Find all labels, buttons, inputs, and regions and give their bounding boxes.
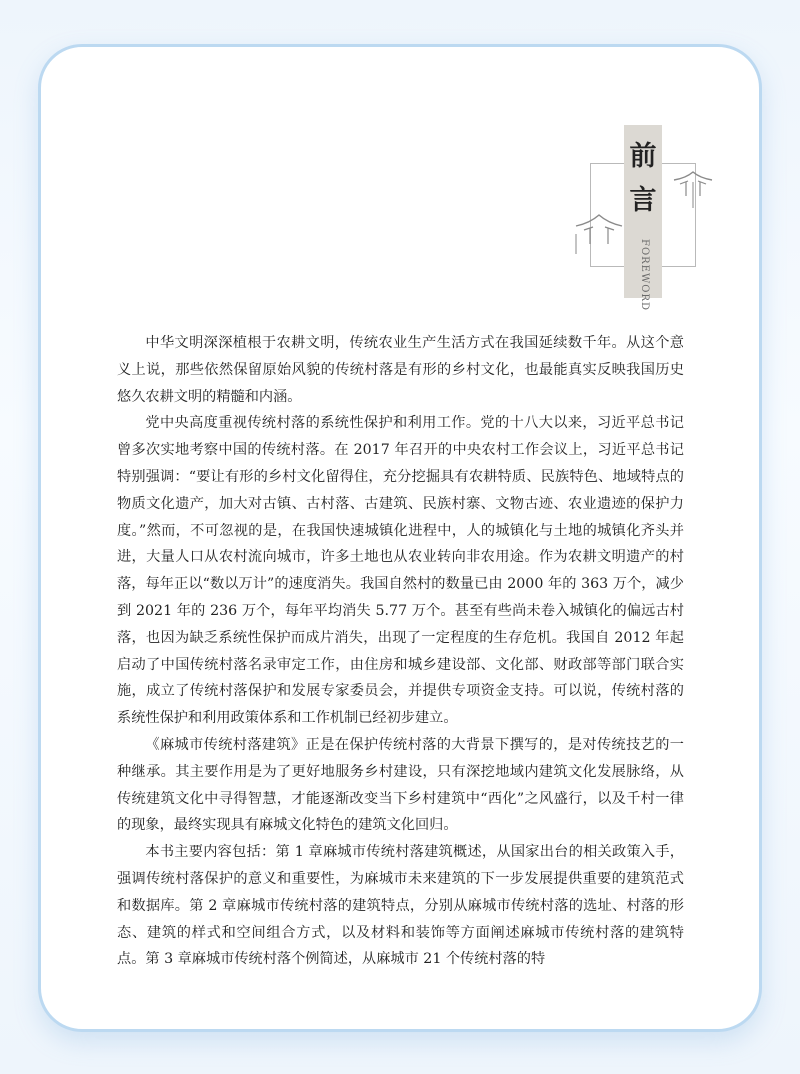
foreword-body [117,330,684,973]
title-banner [624,125,662,311]
paragraph-3: 《麻城市传统村落建筑》正是在保护传统村落的大背景下撰写的，是对传统技艺的一种继承。其主要作用是为了更好地服务乡村建设，只有深挖地域内建筑文化发展脉络，从传统建筑文化中寻得智慧，才能逐渐改变当下乡村建筑中“西化”之风盛行，以及千村一律的现象，最终实现具有麻城文化特色的建筑文化回归。 [117,736,684,834]
roof-ornament-icon-right [672,170,714,210]
roof-ornament-icon-left [574,212,624,256]
title-char-2: 言 [629,185,657,216]
paragraph-1: 中华文明深深植根于农耕文明，传统农业生产生活方式在我国延续数千年。从这个意义上说，那些依然保留原始风貌的传统村落是有形的乡村文化，也最能真实反映我国历史悠久农耕文明的精髓和内涵。 [117,335,684,405]
title-english: FOREWORD [639,239,650,311]
paragraph-4: 本书主要内容包括：第 1 章麻城市传统村落建筑概述，从国家出台的相关政策入手，强调传统村落保护的意义和重要性，为麻城市未来建筑的下一步发展提供重要的建筑范式和数据库。第 2 章麻城市传统村落的建筑特点，分别从麻城市传统村落的选址、村落的形态、建筑的样式和空间组合方式，以及材料和装饰等方面阐述麻城市传统村落的建筑特点。第 3 章麻城市传统村落个例简述，从麻城市 21 个传统村落的特 [117,844,684,968]
title-char-1: 前 [629,141,657,172]
paragraph-2: 党中央高度重视传统村落的系统性保护和利用工作。党的十八大以来，习近平总书记曾多次实地考察中国的传统村落。在 2017 年召开的中央农村工作会议上，习近平总书记特别强调：“要让有形的乡村文化留得住，充分挖掘具有农耕特质、民族特色、地域特点的物质文化遗产，加大对古镇、古村落、古建筑、民族村寨、文物古迹、农业遗迹的保护力度。”然而，不可忽视的是，在我国快速城镇化进程中，人的城镇化与土地的城镇化齐头并进，大量人口从农村流向城市，许多土地也从农业转向非农用途。作为农耕文明遗产的村落，每年正以“数以万计”的速度消失。我国自然村的数量已由 2000 年的 363 万个，减少到 2021 年的 236 万个，每年平均消失 5.77 万个。甚至有些尚未卷入城镇化的偏远古村落，也因为缺乏系统性保护而成片消失，出现了一定程度的生存危机。我国自 2012 年起启动了中国传统村落名录审定工作，由住房和城乡建设部、文化部、财政部等部门联合实施，成立了传统村落保护和发展专家委员会，并提供专项资金支持。可以说，传统村落的系统性保护和利用政策体系和工作机制已经初步建立。 [117,415,684,727]
